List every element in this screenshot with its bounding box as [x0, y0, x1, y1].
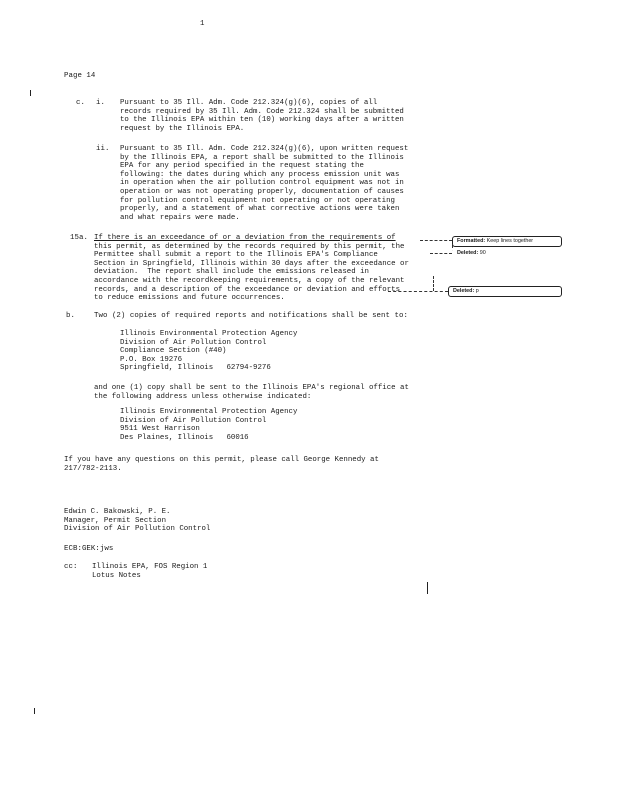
initials: ECB:GEK:jws — [64, 545, 114, 553]
text-line: Pursuant to 35 Ill. Adm. Code 212.324(g)(6), copies of all — [120, 99, 378, 107]
balloon-kind: Deleted: — [453, 288, 475, 294]
address-line: P.O. Box 19276 — [120, 355, 183, 364]
balloon-text: 90 — [478, 250, 486, 256]
text-line: records required by 35 Ill. Adm. Code 212.324 shall be submitted — [120, 107, 404, 116]
cc-line: Lotus Notes — [92, 571, 141, 580]
address-line: 9511 West Harrison — [120, 425, 200, 434]
text-line: properly, and a statement of what corrective actions were taken — [120, 205, 400, 214]
scan-speck — [30, 90, 31, 96]
address-line: Compliance Section (#40) — [120, 347, 227, 356]
revision-connector — [388, 291, 448, 292]
text-line: following: the dates during which any process emission unit was — [120, 170, 400, 179]
balloon-kind: Formatted: — [457, 238, 486, 244]
balloon-kind: Deleted: — [457, 250, 479, 256]
text-line: for pollution control equipment not operating or not operating — [120, 196, 395, 205]
item-ii-text — [120, 145, 408, 222]
signature-block — [64, 508, 210, 534]
revision-connector — [433, 276, 434, 291]
address-line: Springfield, Illinois 62794-9276 — [120, 364, 271, 373]
text-line: Section in Springfield, Illinois within 30 days after the exceedance or — [94, 259, 409, 268]
text-line: request by the Illinois EPA. — [120, 124, 245, 133]
item-ii-label: ii. — [96, 145, 110, 153]
paragraph-15-label: 15a. — [70, 234, 88, 242]
text-line: If you have any questions on this permit, please call George Kennedy at — [64, 456, 379, 464]
revision-balloon-formatted[interactable] — [452, 236, 562, 247]
text-line: accordance with the recordkeeping requirements, a copy of the relevant — [94, 276, 405, 285]
signature-line: Manager, Permit Section — [64, 516, 167, 525]
text-line: in operation when the air pollution control equipment was not in — [120, 179, 404, 188]
balloon-text: Keep lines together — [485, 238, 534, 244]
item-c-label: c. — [76, 99, 85, 107]
text-line: If there is an exceedance of or a deviation from the requirements of — [94, 234, 396, 242]
item-c-i-label: i. — [96, 99, 105, 107]
address-line: Des Plaines, Illinois 60016 — [120, 433, 249, 442]
text-line: EPA for any period specified in the request stating the — [120, 162, 364, 171]
paragraph-b-intro: Two (2) copies of required reports and notifications shall be sent to: — [94, 312, 408, 320]
revision-connector — [420, 240, 452, 241]
text-line: operation or was not operating properly, documentation of causes — [120, 187, 404, 196]
paragraph-b-label: b. — [66, 312, 75, 320]
scan-speck — [34, 708, 35, 714]
text-line: Permittee shall submit a report to the Illinois EPA's Compliance — [94, 251, 378, 260]
text-line: and what repairs were made. — [120, 213, 240, 222]
signature-line: Edwin C. Bakowski, P. E. — [64, 508, 171, 516]
address-line: Illinois Environmental Protection Agency — [120, 408, 298, 416]
address-line: Division of Air Pollution Control — [120, 416, 267, 425]
closing-text — [64, 456, 379, 473]
address-compliance-section — [120, 330, 297, 373]
scan-speck — [427, 582, 428, 594]
address-line: Illinois Environmental Protection Agency — [120, 330, 298, 338]
regional-office-text — [94, 384, 409, 401]
balloon-text: p — [474, 288, 479, 294]
text-line: deviation. The report shall include the emissions released in — [94, 268, 369, 277]
revision-connector — [430, 253, 452, 254]
text-line: Pursuant to 35 Ill. Adm. Code 212.324(g)(6), upon written request — [120, 145, 409, 153]
page-label: Page 14 — [64, 72, 96, 80]
text-line: and one (1) copy shall be sent to the Illinois EPA's regional office at — [94, 384, 409, 392]
text-line: records, and a description of the exceedance or deviation and efforts — [94, 285, 401, 294]
text-line: the following address unless otherwise indicated: — [94, 392, 312, 401]
text-line: 217/782-2113. — [64, 464, 122, 473]
cc-list — [92, 563, 207, 580]
text-line: this permit, as determined by the records required by this permit, the — [94, 242, 405, 251]
address-line: Division of Air Pollution Control — [120, 338, 267, 347]
paragraph-15-text — [94, 234, 409, 303]
text-line: to reduce emissions and future occurrences. — [94, 294, 285, 303]
signature-line: Division of Air Pollution Control — [64, 525, 211, 534]
revision-balloon-deleted[interactable] — [452, 248, 562, 259]
page-number-top: 1 — [200, 20, 205, 28]
cc-label: cc: — [64, 563, 78, 571]
cc-line: Illinois EPA, FOS Region 1 — [92, 563, 208, 571]
text-line: by the Illinois EPA, a report shall be submitted to the Illinois — [120, 153, 404, 162]
revision-balloon-deleted[interactable] — [448, 286, 562, 297]
address-regional-office — [120, 408, 297, 442]
item-c-i-text — [120, 99, 404, 133]
text-line: to the Illinois EPA within ten (10) working days after a written — [120, 116, 404, 125]
